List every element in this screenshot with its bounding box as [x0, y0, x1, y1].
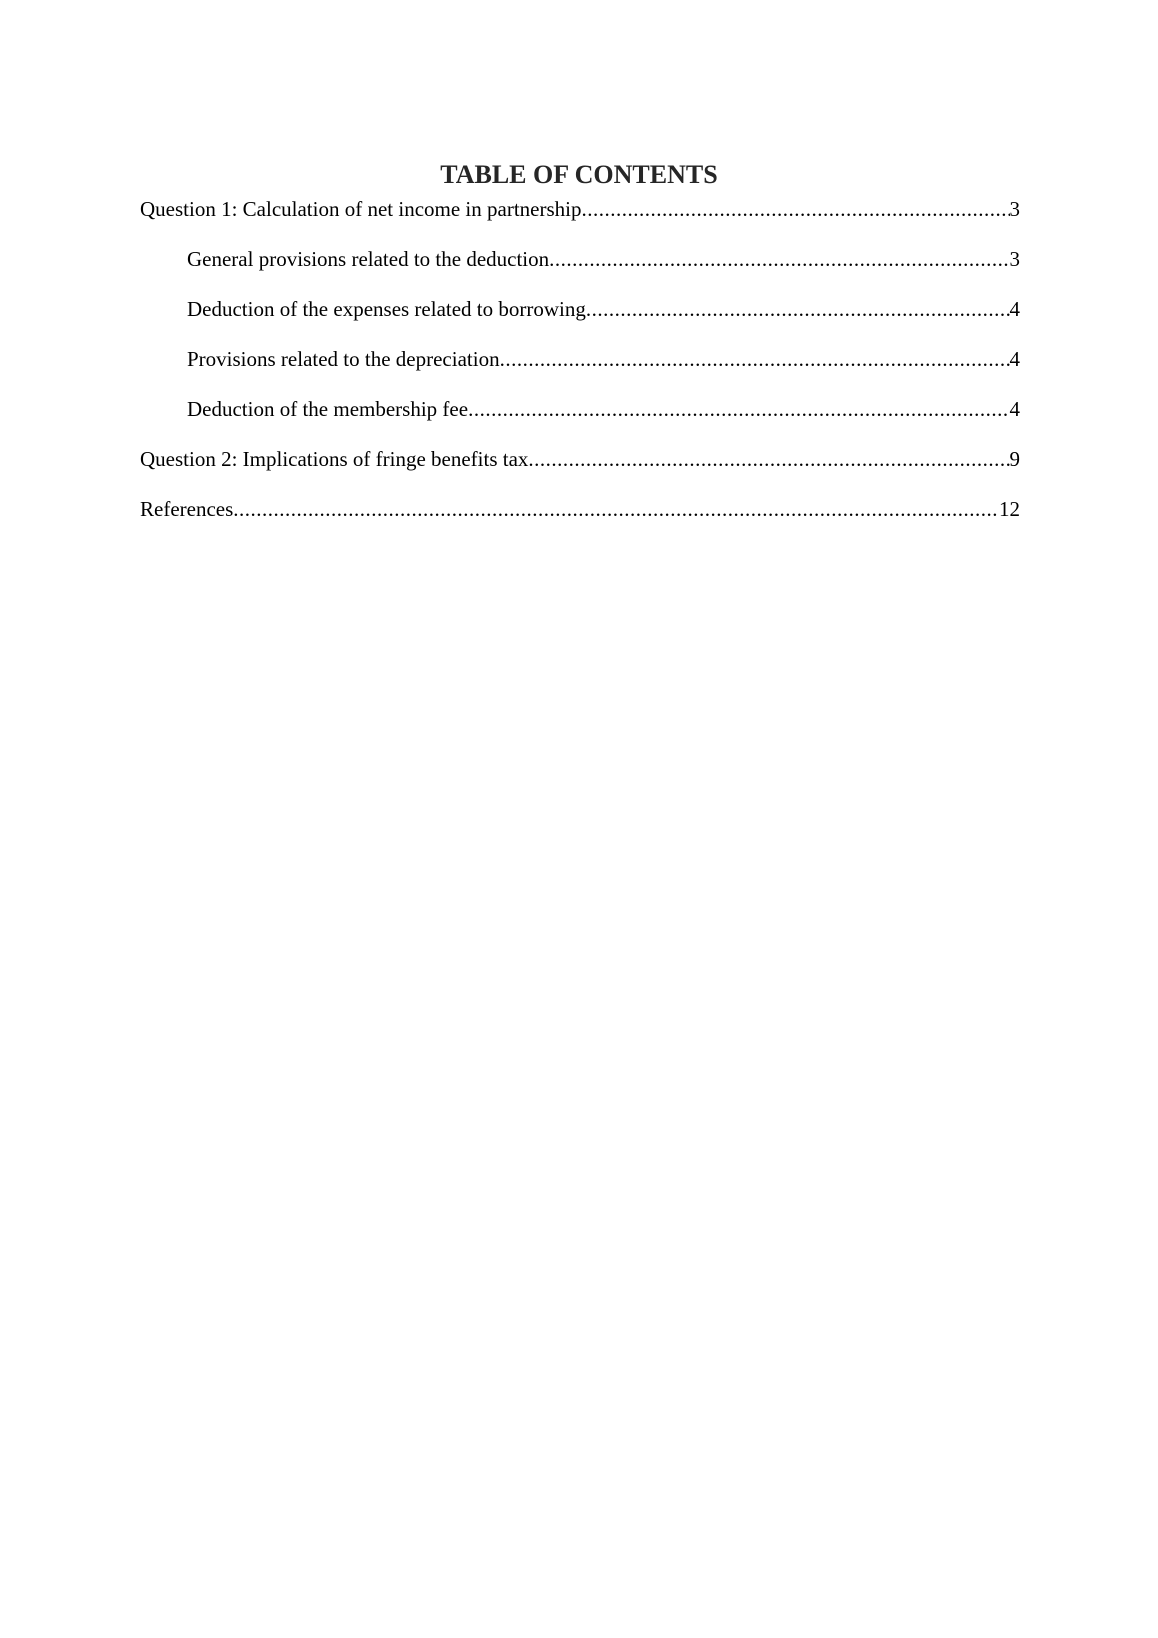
- toc-entry-label: Provisions related to the depreciation: [187, 347, 500, 371]
- toc-entry-label: Deduction of the membership fee: [187, 397, 469, 421]
- toc-entry[interactable]: [140, 445, 1020, 473]
- toc-entry-page: 4: [1009, 397, 1020, 421]
- toc-entry[interactable]: [140, 295, 1020, 323]
- toc-entry-page: 3: [1009, 247, 1020, 271]
- toc-list: [140, 195, 1020, 523]
- toc-entry-page: 3: [1009, 197, 1020, 221]
- toc-entry-label: Question 2: Implications of fringe benefits tax: [140, 447, 529, 471]
- toc-entry[interactable]: [140, 395, 1020, 423]
- toc-dot-leader: [233, 495, 999, 523]
- toc-entry-label: Question 1: Calculation of net income in partnership: [140, 197, 582, 221]
- toc-entry-label: Deduction of the expenses related to borrowing: [187, 297, 586, 321]
- toc-entry[interactable]: [140, 345, 1020, 373]
- toc-entry[interactable]: [140, 245, 1020, 273]
- toc-entry-page: 4: [1009, 297, 1020, 321]
- toc-entry-page: 12: [999, 497, 1020, 521]
- toc-entry-page: 4: [1009, 347, 1020, 371]
- toc-dot-leader: [528, 445, 1009, 473]
- toc-entry-label: General provisions related to the deduction: [187, 247, 550, 271]
- toc-dot-leader: [500, 345, 1010, 373]
- toc-title: TABLE OF CONTENTS: [440, 160, 718, 189]
- toc-dot-leader: [581, 195, 1009, 223]
- toc-dot-leader: [468, 395, 1009, 423]
- toc-dot-leader: [549, 245, 1009, 273]
- toc-entry-page: 9: [1009, 447, 1020, 471]
- toc-entry-label: References: [140, 497, 234, 521]
- toc-entry[interactable]: [140, 495, 1020, 523]
- toc-entry[interactable]: [140, 195, 1020, 223]
- toc-dot-leader: [586, 295, 1010, 323]
